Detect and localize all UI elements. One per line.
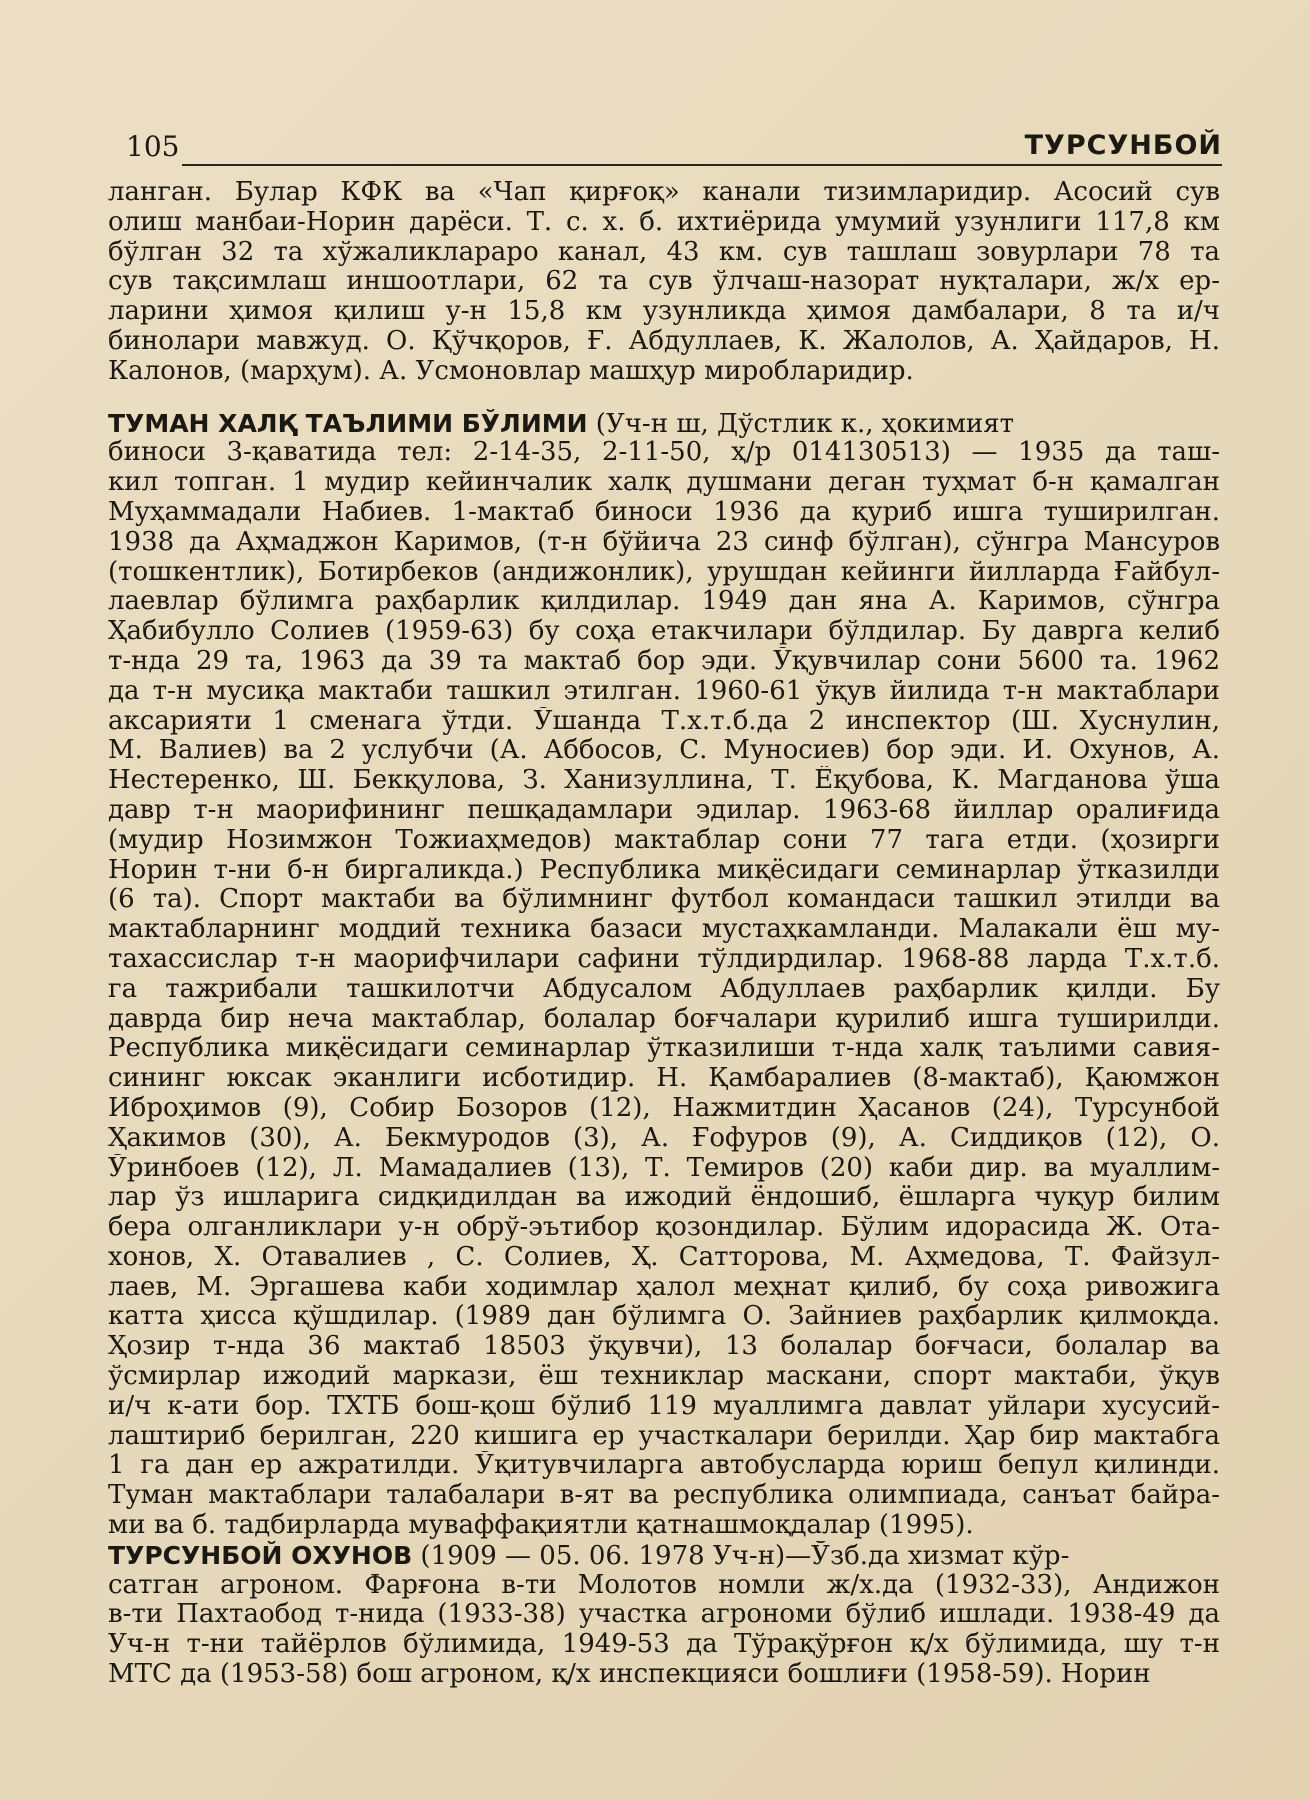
text-line: аксарияти 1 сменага ўтди. Ўшанда Т.х.т.б.да 2 инспектор (Ш. Хуснулин, bbox=[108, 706, 1220, 736]
text-line: даврда бир неча мактаблар, болалар боғчалари қурилиб ишга туширилди. bbox=[108, 1004, 1220, 1034]
text-line: Уч-н т-ни тайёрлов бўлимида, 1949-53 да Тўрақўрғон қ/х бўлимида, шу т-н bbox=[108, 1630, 1220, 1660]
page-header bbox=[126, 130, 1222, 166]
text-line: и/ч к-ати бор. ТХТБ бош-қош бўлиб 119 муаллимга давлат уйлари хусусий- bbox=[108, 1391, 1220, 1421]
text-line: Калонов, (марҳум). А. Усмоновлар машҳур миробларидир. bbox=[108, 356, 914, 386]
text-line: га тажрибали ташкилотчи Абдусалом Абдуллаев раҳбарлик қилди. Бу bbox=[108, 974, 1220, 1004]
text-line: 1 га дан ер ажратилди. Ўқитувчиларга автобусларда юриш бепул қилинди. bbox=[108, 1451, 1220, 1481]
article-body bbox=[108, 178, 1220, 1690]
text-line: Норин т-ни б-н биргаликда.) Республика миқёсидаги семинарлар ўтказилди bbox=[108, 855, 1220, 885]
text-line: МТС да (1953-58) бош агроном, қ/х инспекцияси бошлиғи (1958-59). Норин bbox=[108, 1660, 1151, 1690]
entry-term: ТУРСУНБОЙ ОХУНОВ bbox=[108, 1540, 413, 1570]
paragraph-gap bbox=[108, 387, 1220, 409]
text-line: бўлган 32 та хўжаликлараро канал, 43 км. сув ташлаш зовурлари 78 та bbox=[108, 237, 1220, 267]
text-line: ларини ҳимоя қилиш у-н 15,8 км узунликда ҳимоя дамбалари, 8 та и/ч bbox=[108, 297, 1220, 327]
text-line: Республика миқёсидаги семинарлар ўтказилиши т-нда халқ таълими савия- bbox=[108, 1034, 1220, 1064]
text-line: биноси 3-қаватида тел: 2-14-35, 2-11-50, ҳ/р 014130513) — 1935 да таш- bbox=[108, 438, 1220, 468]
text-line: Ҳакимов (30), А. Бекмуродов (3), А. Ғофуров (9), А. Сиддиқов (12), О. bbox=[108, 1123, 1220, 1153]
text-line: Ҳабибулло Солиев (1959-63) бу соҳа етакчилари бўлдилар. Бу даврга келиб bbox=[108, 617, 1220, 647]
paragraph bbox=[108, 178, 1220, 387]
running-head: ТУРСУНБОЙ bbox=[1024, 130, 1222, 161]
text-line bbox=[108, 1541, 1220, 1571]
text-line: т-нда 29 та, 1963 да 39 та мактаб бор эди. Ўқувчилар сони 5600 та. 1962 bbox=[108, 646, 1220, 676]
text-line: Туман мактаблари талабалари в-ят ва республика олимпиада, санъат байра- bbox=[108, 1481, 1220, 1511]
text-line: лар ўз ишларига сидқидилдан ва ижодий ёндошиб, ёшларга чуқур билим bbox=[108, 1183, 1220, 1213]
text-line: ўсмирлар ижодий маркази, ёш техниклар маскани, спорт мактаби, ўқув bbox=[108, 1362, 1220, 1392]
text-line: (мудир Нозимжон Тожиаҳмедов) мактаблар сони 77 тага етди. (ҳозирги bbox=[108, 825, 1220, 855]
text-line: лаевлар бўлимга раҳбарлик қилдилар. 1949 дан яна А. Каримов, сўнгра bbox=[108, 587, 1220, 617]
text-line: олиш манбаи-Норин дарёси. Т. с. х. б. ихтиёрида умумий узунлиги 117,8 км bbox=[108, 207, 1220, 237]
text-line: давр т-н маорифининг пешқадамлари эдилар. 1963-68 йиллар оралиғида bbox=[108, 795, 1220, 825]
text-line: (тошкентлик), Ботирбеков (андижонлик), урушдан кейинги йилларда Ғайбул- bbox=[108, 557, 1220, 587]
text-line: 1938 да Аҳмаджон Каримов, (т-н бўйича 23 синф бўлган), сўнгра Мансуров bbox=[108, 527, 1220, 557]
line-text: (1909 — 05. 06. 1978 Уч-н)—Ўзб.да хизмат кўр- bbox=[412, 1540, 1070, 1571]
text-line: сатган агроном. Фарғона в-ти Молотов номли ж/х.да (1932-33), Андижон bbox=[108, 1570, 1220, 1600]
text-line: Муҳаммадали Набиев. 1-мактаб биноси 1936 да қуриб ишга туширилган. bbox=[108, 497, 1220, 527]
text-line: М. Валиев) ва 2 услубчи (А. Аббосов, С. Муносиев) бор эди. И. Охунов, А. bbox=[108, 736, 1220, 766]
text-line: кил топган. 1 мудир кейинчалик халқ душмани деган туҳмат б-н қамалган bbox=[108, 468, 1220, 498]
text-line: Ўринбоев (12), Л. Мамадалиев (13), Т. Темиров (20) каби дир. ва муаллим- bbox=[108, 1153, 1220, 1183]
text-line: мактабларнинг моддий техника базаси мустаҳкамланди. Малакали ёш му- bbox=[108, 915, 1220, 945]
text-line: лаев, М. Эргашева каби ходимлар ҳалол меҳнат қилиб, бу соҳа ривожига bbox=[108, 1272, 1220, 1302]
text-line: Иброҳимов (9), Собир Бозоров (12), Нажмитдин Ҳасанов (24), Турсунбой bbox=[108, 1093, 1220, 1123]
paragraph bbox=[108, 409, 1220, 1541]
text-line: (6 та). Спорт мактаби ва бўлимнинг футбол командаси ташкил этилди ва bbox=[108, 885, 1220, 915]
paragraph bbox=[108, 1541, 1220, 1690]
page-number: 105 bbox=[126, 130, 180, 163]
line-text: (Уч-н ш, Дўстлик к., ҳокимият bbox=[587, 408, 1015, 439]
text-line: Нестеренко, Ш. Бекқулова, З. Ханизуллина, Т. Ёқубова, К. Магданова ўша bbox=[108, 766, 1220, 796]
text-line: хонов, Х. Отавалиев , С. Солиев, Ҳ. Сатторова, М. Аҳмедова, Т. Файзул- bbox=[108, 1242, 1220, 1272]
text-line: сув тақсимлаш иншоотлари, 62 та сув ўлчаш-назорат нуқталари, ж/х ер- bbox=[108, 267, 1220, 297]
text-line: сининг юксак эканлиги исботидир. Н. Қамбаралиев (8-мактаб), Қаюмжон bbox=[108, 1064, 1220, 1094]
text-line: ланган. Булар КФК ва «Чап қирғоқ» канали тизимларидир. Асосий сув bbox=[108, 178, 1220, 207]
text-line: да т-н мусиқа мактаби ташкил этилган. 1960-61 ўқув йилида т-н мактаблари bbox=[108, 676, 1220, 706]
text-line: бинолари мавжуд. О. Қўчқоров, Ғ. Абдуллаев, К. Жалолов, А. Ҳайдаров, Н. bbox=[108, 326, 1220, 356]
text-line: бера олганликлари у-н обрў-эътибор қозондилар. Бўлим идорасида Ж. Ота- bbox=[108, 1213, 1220, 1243]
text-line: тахассислар т-н маорифчилари сафини тўлдирдилар. 1968-88 ларда Т.х.т.б. bbox=[108, 944, 1220, 974]
text-line: лаштириб берилган, 220 кишига ер участкалари берилди. Ҳар бир мактабга bbox=[108, 1421, 1220, 1451]
text-line: в-ти Пахтаобод т-нида (1933-38) участка агрономи бўлиб ишлади. 1938-49 да bbox=[108, 1600, 1220, 1630]
header-rule bbox=[182, 164, 1222, 166]
text-line: Ҳозир т-нда 36 мактаб 18503 ўқувчи), 13 болалар боғчаси, болалар ва bbox=[108, 1332, 1220, 1362]
text-line bbox=[108, 409, 1220, 439]
text-line: катта ҳисса қўшдилар. (1989 дан бўлимга О. Зайниев раҳбарлик қилмоқда. bbox=[108, 1302, 1220, 1332]
text-line: ми ва б. тадбирларда муваффақиятли қатнашмоқдалар (1995). bbox=[108, 1511, 974, 1541]
entry-term: ТУМАН ХАЛҚ ТАЪЛИМИ БЎЛИМИ bbox=[108, 408, 588, 438]
